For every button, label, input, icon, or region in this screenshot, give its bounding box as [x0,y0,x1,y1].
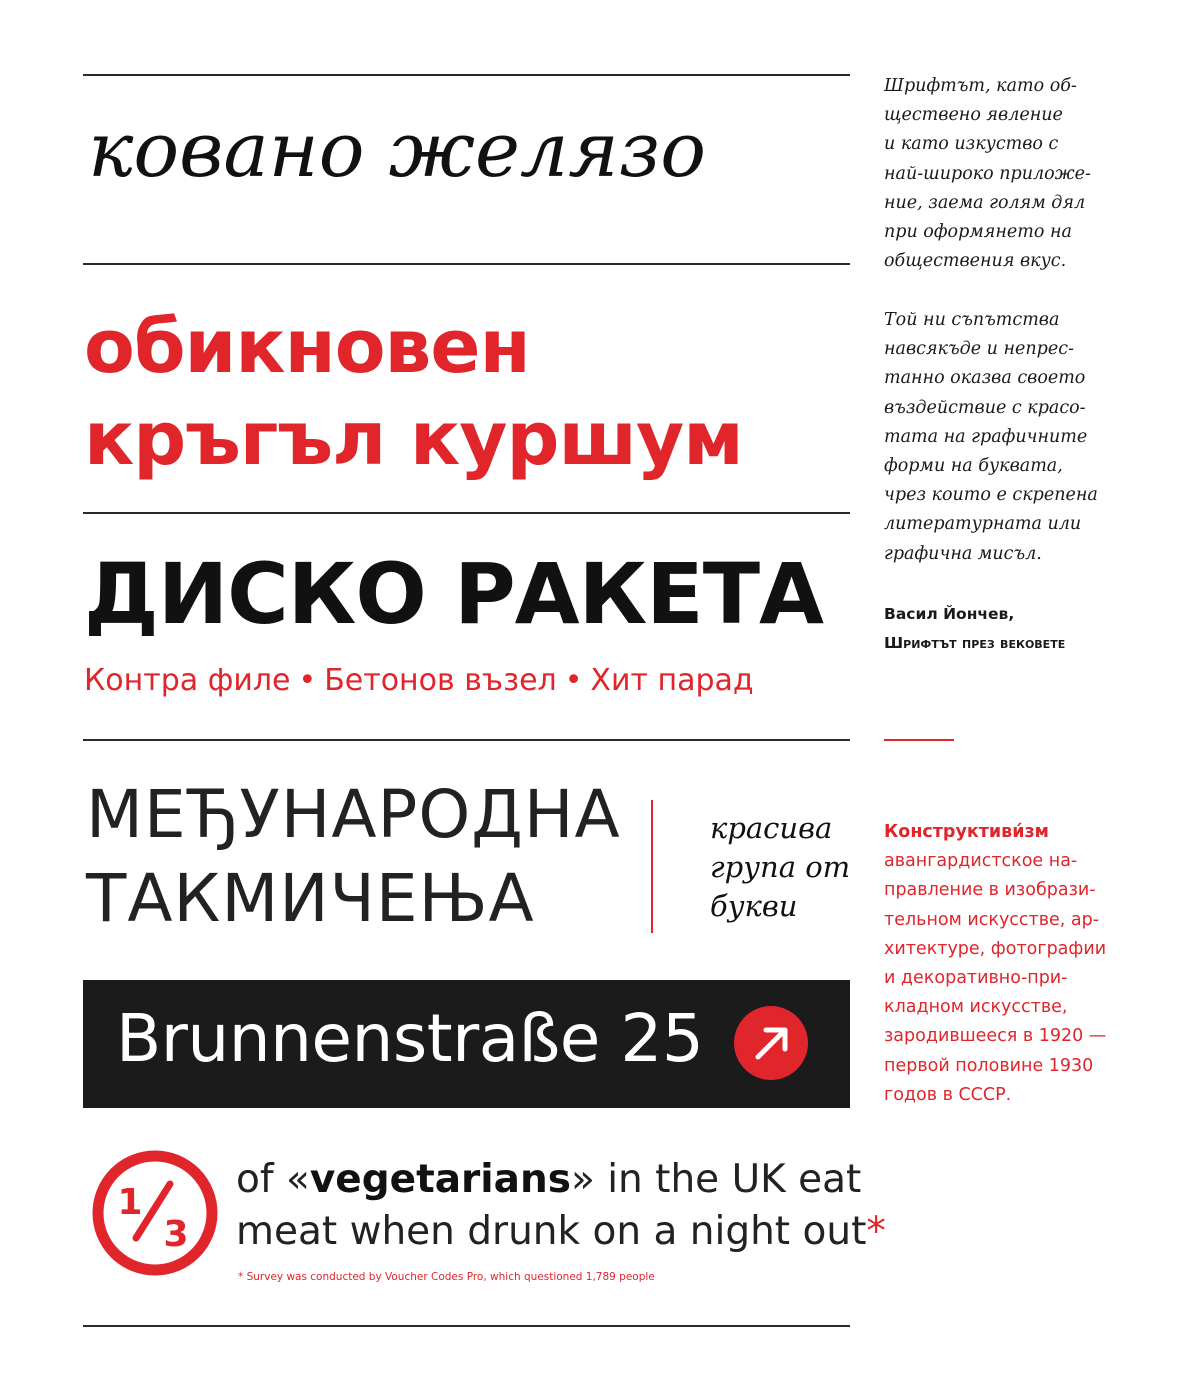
quote-paragraph-1 [884,72,1091,276]
specimen-bold-caps-headline: ДИСКО РАКЕТА [84,545,823,643]
tagline-item: Хит парад [590,663,754,698]
arrow-up-right-icon[interactable] [734,1006,808,1080]
stat-line-2 [236,1209,886,1254]
quote-line: най-широко приложе- [884,163,1091,184]
stat-line-1 [236,1157,862,1202]
quote-line: чрез които е скрепена [884,485,1098,506]
divider-rule [83,512,850,514]
one-third-badge [92,1150,218,1276]
author-source: Шрифтът през вековете [884,634,1066,653]
definition-term: Конструктиви́зм [884,822,1049,842]
tagline-item: Бетонов възел [324,663,557,698]
definition-line: хитектуре, фотографии [884,938,1107,959]
side-italic-line-1: красива [710,811,833,845]
definition-line: тельном искусстве, ар- [884,909,1100,930]
definition-line: первой половине 1930 [884,1055,1094,1076]
quote-line: въздействие с красо- [884,397,1086,418]
definition-line: и декоративно-при- [884,968,1068,989]
definition-line: правление в изобрази- [884,880,1096,901]
quote-line: обществения вкус. [884,251,1067,272]
definition-line: авангардистское на- [884,851,1078,872]
quote-line: тата на графичните [884,426,1088,447]
author-name: Васил Йончев, [884,605,1015,623]
quote-line: литературната или [884,514,1082,535]
divider-rule [83,263,850,265]
definition-line: годов в СССР. [884,1084,1012,1105]
address-text: Brunnenstraße 25 [116,1000,704,1077]
quote-line: навсякъде и непрес- [884,339,1074,360]
stat-line-1-post: » in the UK eat [570,1157,862,1202]
divider-rule [83,74,850,76]
quote-line: Той ни съпътства [884,310,1060,330]
stat-line-2-text: meat when drunk on a night out [236,1209,867,1254]
specimen-light-caps-line-2: ТАКМИЧЕЊА [86,860,535,937]
quote-paragraph-2 [884,306,1098,569]
tagline-item: Контра филе [84,663,291,698]
specimen-light-caps-line-1: МЕЂУНАРОДНА [86,776,621,853]
quote-line: при оформянето на [884,222,1072,243]
tagline-separator: • [298,663,317,698]
tagline-separator: • [564,663,583,698]
quote-line: танно оказва своето [884,368,1086,389]
asterisk: * [866,1209,886,1254]
definition-block [884,818,1106,1110]
quote-attribution [884,600,1065,658]
definition-line: зародившееся в 1920 — [884,1026,1107,1047]
stat-line-1-pre: of « [236,1157,310,1202]
vertical-red-divider [651,800,653,933]
specimen-bold-red-line-1: обикновен [84,304,530,390]
quote-line: форми на буквата, [884,456,1063,477]
side-italic-line-3: букви [710,889,798,923]
stat-emphasis: vegetarians [309,1157,571,1202]
divider-rule [83,739,850,741]
divider-rule [83,1325,850,1327]
quote-line: Шрифтът, като об- [884,76,1077,96]
svg-text:1: 1 [117,1182,143,1223]
quote-line: и като изкуство с [884,134,1059,155]
specimen-bold-red-line-2: кръгъл куршум [84,396,743,482]
side-italic-line-2: група от [710,850,851,884]
quote-line: ние, заема голям дял [884,192,1086,213]
footnote: * Survey was conducted by Voucher Codes Pro, which questioned 1,789 people [238,1271,655,1283]
specimen-tagline [84,663,754,698]
svg-text:3: 3 [163,1214,189,1255]
specimen-italic-headline: ковано желязо [88,105,706,194]
definition-line: кладном искусстве, [884,997,1068,1018]
quote-line: ществено явление [884,105,1063,126]
red-short-rule [884,739,954,741]
quote-line: графична мисъл. [884,543,1042,564]
